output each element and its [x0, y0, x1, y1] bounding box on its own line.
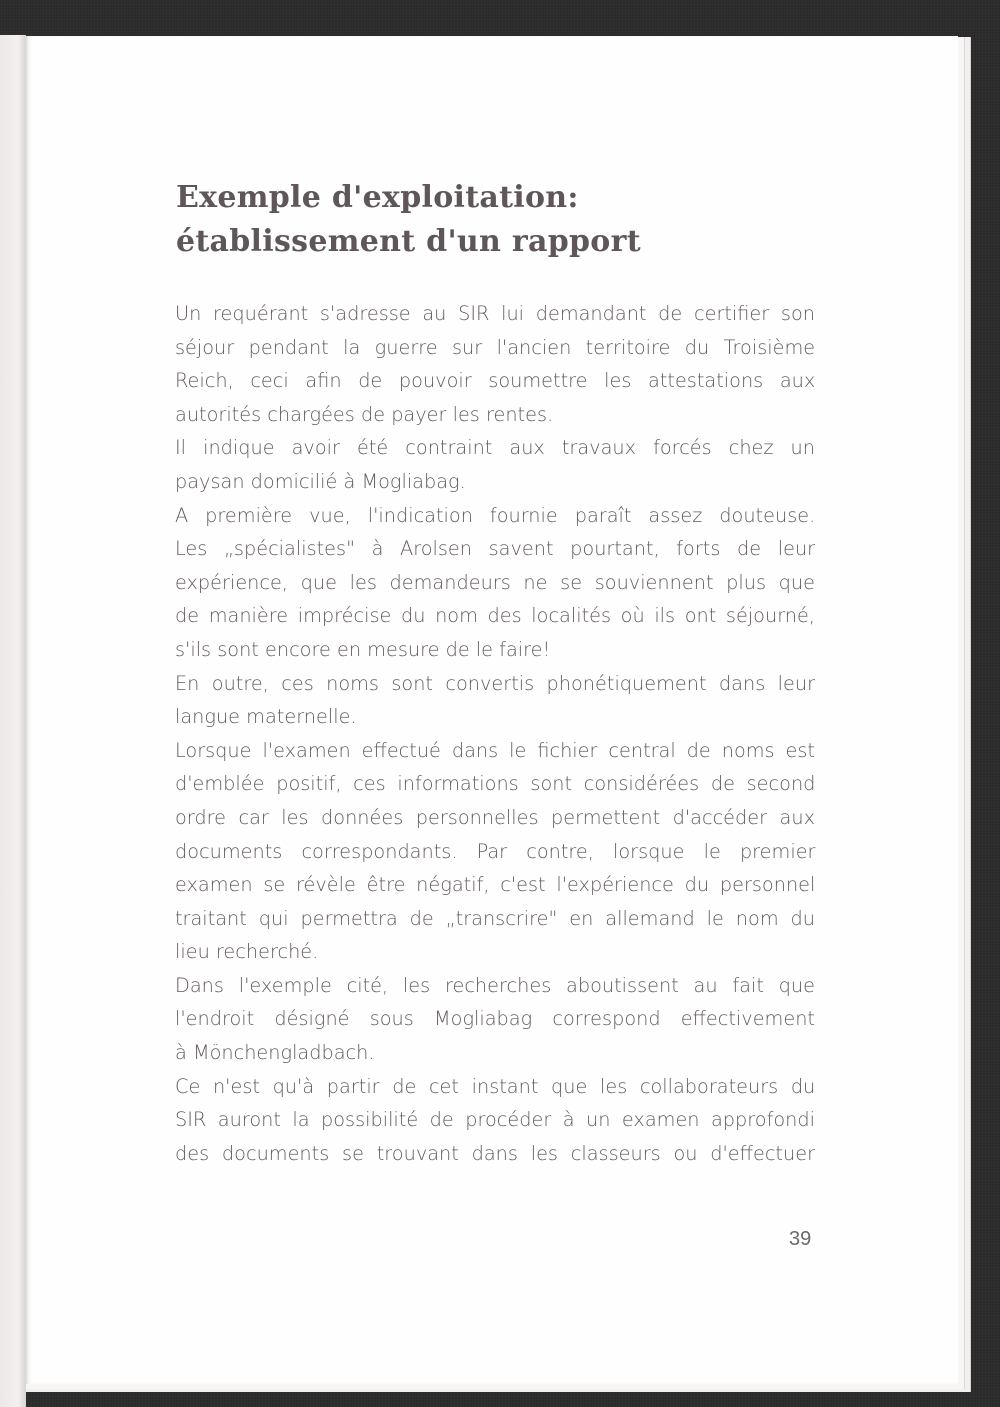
text-line: ordre car les données personnelles permettent d'accéder aux — [175, 805, 815, 829]
text-line: Un requérant s'adresse au SIR lui demandant de certifier son — [175, 302, 815, 325]
text-line: séjour pendant la guerre sur l'ancien territoire du Troisième — [175, 335, 816, 359]
page-title — [176, 176, 641, 264]
title-line-2: établissement d'un rapport — [176, 224, 641, 259]
text-line: Ce n'est qu'à partir de cet instant que les collaborateurs du — [175, 1074, 816, 1098]
text-line: langue maternelle. — [175, 705, 357, 729]
text-line: Lorsque l'examen effectué dans le fichier central de noms est — [175, 738, 815, 762]
text-line: Reich, ceci afin de pouvoir soumettre les attestations aux — [175, 369, 816, 393]
title-line-1: Exemple d'exploitation: — [176, 180, 579, 215]
text-line: paysan domicilié à Mogliabag. — [175, 469, 466, 493]
body-text — [175, 297, 815, 1170]
text-line: A première vue, l'indication fournie paraît assez douteuse. — [175, 503, 816, 527]
text-line: de manière imprécise du nom des localités où ils ont séjourné, — [175, 604, 815, 628]
text-line: traitant qui permettra de „transcrire" en allemand le nom du — [175, 906, 815, 930]
text-line: Dans l'exemple cité, les recherches aboutissent au fait que — [175, 973, 815, 997]
text-line: autorités chargées de payer les rentes. — [175, 402, 554, 426]
text-line: d'emblée positif, ces informations sont considérées de second — [175, 772, 816, 796]
text-line: à Mönchengladbach. — [175, 1041, 375, 1065]
text-line: s'ils sont encore en mesure de le faire! — [175, 637, 551, 661]
text-line: En outre, ces noms sont convertis phonétiquement dans leur — [175, 671, 815, 695]
text-line: Il indique avoir été contraint aux travaux forcés chez un — [175, 436, 815, 460]
text-line: lieu recherché. — [175, 940, 319, 964]
text-line: l'endroit désigné sous Mogliabag correspond effectivement — [175, 1007, 815, 1031]
text-line: des documents se trouvant dans les classeurs ou d'effectuer — [175, 1141, 815, 1165]
facing-page-edge — [0, 35, 26, 1407]
text-line: documents correspondants. Par contre, lorsque le premier — [175, 839, 816, 863]
text-line: examen se révèle être négatif, c'est l'expérience du personnel — [175, 873, 816, 897]
text-line: Les „spécialistes" à Arolsen savent pourtant, forts de leur — [175, 537, 816, 561]
text-line: expérience, que les demandeurs ne se souviennent plus que — [175, 570, 815, 594]
text-line: SIR auront la possibilité de procéder à un examen approfondi — [175, 1108, 815, 1132]
page-number: 39 — [789, 1228, 812, 1250]
